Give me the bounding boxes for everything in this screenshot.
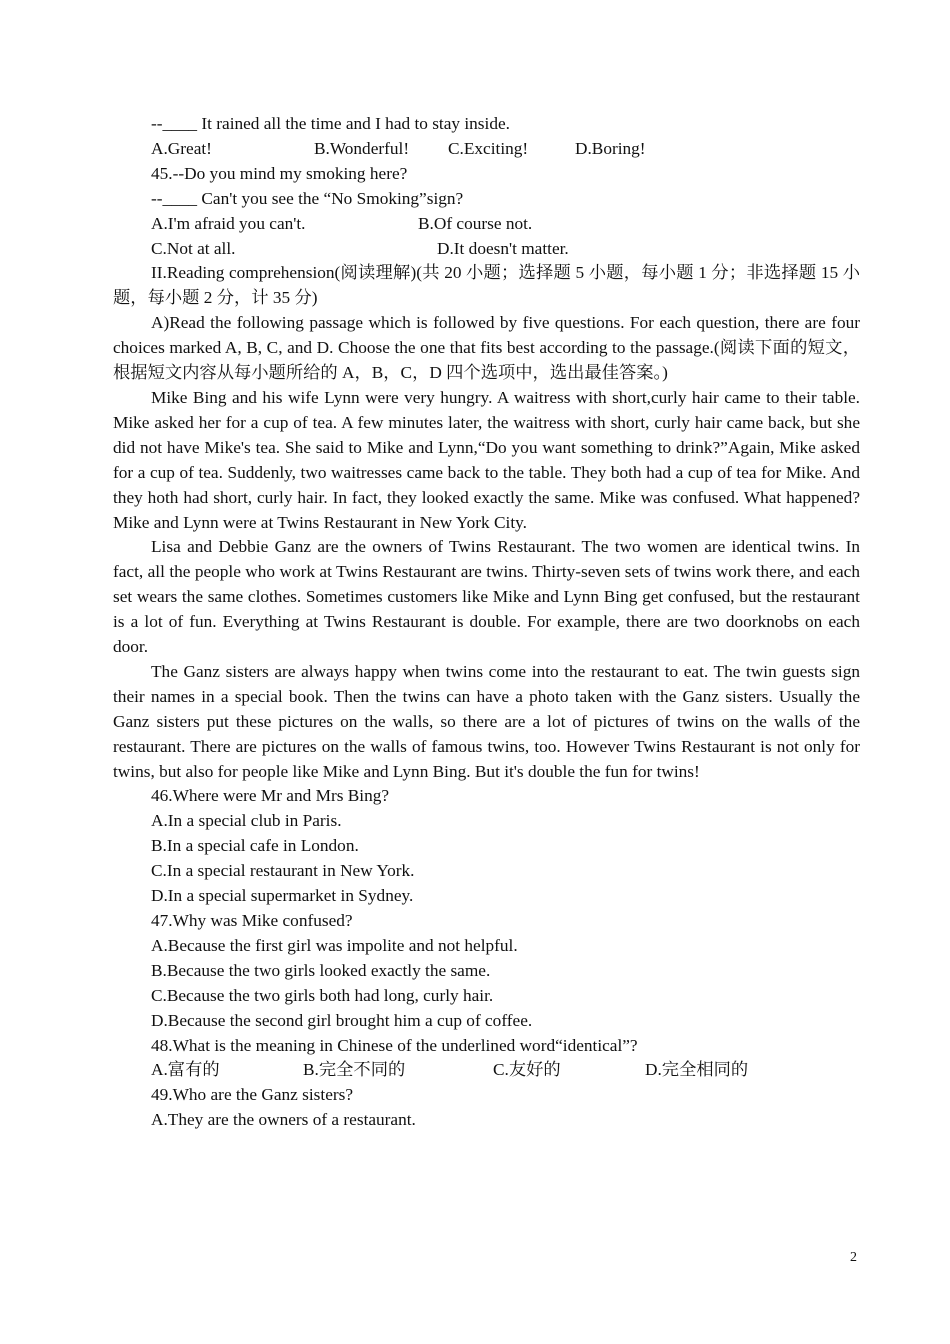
q45-options-row1 bbox=[113, 212, 860, 237]
q48-question: 48.What is the meaning in Chinese of the underlined word“identical”? bbox=[151, 1035, 638, 1055]
q45-option-d: D.It doesn't matter. bbox=[437, 238, 569, 258]
q45-option-b: B.Of course not. bbox=[418, 213, 533, 233]
passage-paragraph-3: The Ganz sisters are always happy when twins come into the restaurant to eat. The twin guests sign their names in a special book. Then the twins can have a photo taken with the Ganz sisters. Usually the Ganz sisters put these pictures on the walls, so there are a lot of pictures of twins on the walls of the restaurant. There are pictures on the walls of famous twins, too. However Twins Restaurant is not only for twins, but also for people like Mike and Lynn Bing. But it's double the fun for twins! bbox=[113, 661, 860, 781]
document-page bbox=[113, 112, 860, 1133]
q44-option-a: A.Great! bbox=[151, 138, 212, 158]
q49-option-a: A.They are the owners of a restaurant. bbox=[151, 1110, 416, 1130]
section-heading: II.Reading comprehension(阅读理解)(共 20 小题；选择题 5 小题，每小题 1 分；非选择题 15 小题，每小题 2 分，计 35 分) bbox=[113, 263, 860, 308]
q47-option-d: D.Because the second girl brought him a cup of coffee. bbox=[151, 1010, 533, 1030]
q44-options bbox=[113, 137, 860, 162]
q48-options bbox=[113, 1058, 860, 1083]
q46-question: 46.Where were Mr and Mrs Bing? bbox=[151, 786, 390, 806]
q46-option-d: D.In a special supermarket in Sydney. bbox=[151, 886, 414, 906]
q47-option-c: C.Because the two girls both had long, curly hair. bbox=[151, 985, 494, 1005]
q44-option-c: C.Exciting! bbox=[448, 138, 529, 158]
q45-answer-line: --____ Can't you see the “No Smoking”sign? bbox=[151, 188, 464, 208]
q45-option-a: A.I'm afraid you can't. bbox=[151, 213, 306, 233]
q45-options-row2 bbox=[113, 237, 860, 262]
q44-option-b: B.Wonderful! bbox=[314, 138, 410, 158]
q48-option-b: B.完全不同的 bbox=[303, 1060, 406, 1080]
q44-answer-line: --____ It rained all the time and I had to stay inside. bbox=[151, 114, 510, 133]
passage-paragraph-1: Mike Bing and his wife Lynn were very hungry. A waitress with short,curly hair came to their table. Mike asked her for a cup of tea. A few minutes later, the waitress with short, curly hair came back, but she did not have Mike's tea. She said to Mike and Lynn,“Do you want something to drink?”Again, Mike asked for a cup of tea. Suddenly, two waitresses came back to the table. They both had a cup of tea for Mike. And they hoth had short, curly hair. In fact, they looked exactly the same. Mike was confused. What happened? Mike and Lynn were at Twins Restaurant in New York City. bbox=[113, 387, 860, 532]
q46-option-a: A.In a special club in Paris. bbox=[151, 811, 342, 831]
q44-option-d: D.Boring! bbox=[575, 138, 646, 158]
q46-option-b: B.In a special cafe in London. bbox=[151, 836, 359, 856]
q45-question: 45.--Do you mind my smoking here? bbox=[151, 163, 408, 183]
q46-option-c: C.In a special restaurant in New York. bbox=[151, 861, 415, 881]
q48-option-a: A.富有的 bbox=[151, 1060, 220, 1080]
q47-question: 47.Why was Mike confused? bbox=[151, 911, 353, 930]
q48-option-d: D.完全相同的 bbox=[645, 1060, 749, 1080]
q49-question: 49.Who are the Ganz sisters? bbox=[151, 1085, 354, 1105]
q45-option-c: C.Not at all. bbox=[151, 238, 236, 258]
page-number: 2 bbox=[850, 1250, 857, 1265]
passage-paragraph-2: Lisa and Debbie Ganz are the owners of Twins Restaurant. The two women are identical twins. In fact, all the people who work at Twins Restaurant are twins. Thirty-seven sets of twins work there, and each set wears the same clothes. Sometimes customers like Mike and Lynn Bing get confused, but the restaurant is a lot of fun. Everything at Twins Restaurant is double. For example, there are two doorknobs on each door. bbox=[113, 537, 860, 657]
q48-option-c: C.友好的 bbox=[493, 1060, 561, 1080]
q47-option-b: B.Because the two girls looked exactly the same. bbox=[151, 960, 491, 980]
section-instruction: A)Read the following passage which is followed by five questions. For each question, there are four choices marked A, B, C, and D. Choose the one that fits best according to the passage.(阅读下面的短文，根据短文内容从每小题所给的 A，B，C，D 四个选项中，选出最佳答案。) bbox=[113, 313, 860, 383]
q47-option-a: A.Because the first girl was impolite and not helpful. bbox=[151, 935, 518, 955]
